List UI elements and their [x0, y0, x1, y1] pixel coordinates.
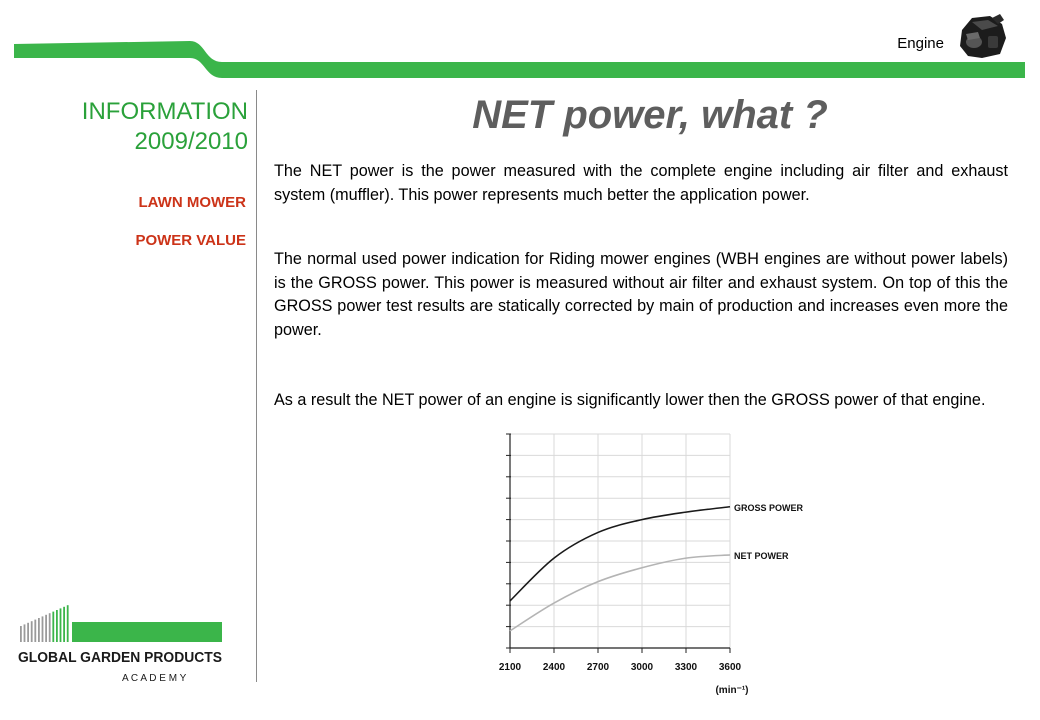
sidebar-divider — [256, 90, 257, 682]
global-garden-products-logo — [16, 600, 226, 686]
section-label: Engine — [897, 35, 944, 52]
logo-bar — [38, 618, 40, 642]
paragraph-3: As a result the NET power of an engine is significantly lower then the GROSS power of that engine. — [274, 391, 986, 409]
logo-bar — [42, 616, 44, 642]
nav-item-power-value[interactable]: POWER VALUE — [135, 232, 246, 249]
logo-bar — [60, 608, 62, 642]
x-tick-label: 3600 — [718, 662, 742, 673]
logo-line2: A C A D E M Y — [122, 673, 187, 684]
logo-bar — [27, 623, 29, 642]
info-title-line1: INFORMATION — [81, 98, 248, 125]
info-title-line2: 2009/2010 — [134, 128, 248, 155]
logo-bar — [31, 621, 33, 642]
x-tick-label: 2400 — [542, 662, 566, 673]
logo-bar — [67, 605, 69, 642]
nav-item-lawn-mower[interactable]: LAWN MOWER — [138, 194, 246, 211]
logo-bars-icon — [20, 605, 222, 642]
series-line-1 — [510, 555, 730, 631]
engine-icon — [952, 12, 1010, 62]
series-line-0 — [510, 507, 730, 601]
x-tick-label: 3000 — [630, 662, 654, 673]
logo-bar — [52, 612, 54, 642]
logo-bar — [20, 626, 22, 642]
logo-bar — [56, 610, 58, 642]
x-tick-label: 3300 — [674, 662, 698, 673]
info-title — [40, 97, 248, 157]
series-label-1: NET POWER — [734, 550, 789, 561]
logo-line1: GLOBAL GARDEN PRODUCTS — [18, 650, 223, 666]
x-axis-label: (min⁻¹) — [715, 685, 749, 696]
x-tick-label: 2100 — [498, 662, 522, 673]
logo-bar — [24, 624, 26, 642]
logo-band — [72, 622, 222, 642]
logo-bar — [34, 620, 36, 642]
logo-bar — [63, 607, 65, 642]
series-label-0: GROSS POWER — [734, 502, 804, 513]
power-chart — [480, 430, 810, 702]
paragraph-2: The normal used power indication for Riding mower engines (WBH engines are without power labels) is the GROSS power. This power is measured without air filter and exhaust system. On top of this the GROSS power test results are statically corrected by main of production and increases even more the power. — [274, 250, 1008, 339]
logo-bar — [49, 613, 51, 642]
paragraph-1: The NET power is the power measured with the complete engine including air filter and exhaust system (muffler). This power represents much better the application power. — [274, 162, 1008, 204]
page-title: NET power, what ? — [472, 93, 828, 137]
logo-bar — [45, 615, 47, 642]
x-tick-label: 2700 — [586, 662, 610, 673]
